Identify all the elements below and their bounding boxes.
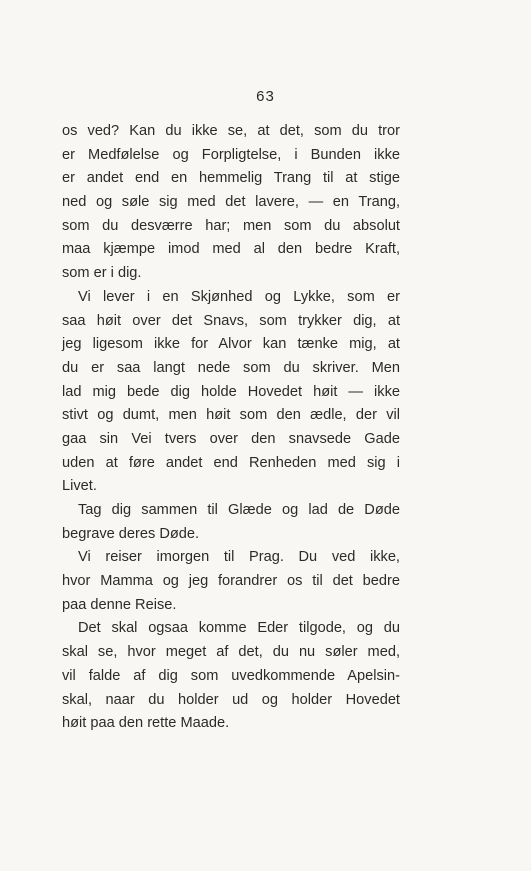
text-line: er andet end en hemmelig Trang til at stige [62, 170, 400, 187]
paragraph [62, 499, 400, 546]
text-line: ned og søle sig med det lavere, — en Trang, [62, 194, 400, 211]
text-line: jeg ligesom ikke for Alvor kan tænke mig, at [62, 336, 400, 353]
text-line: du er saa langt nede som du skriver. Men [62, 359, 400, 376]
text-line: Livet. [62, 478, 97, 495]
text-line: Vi lever i en Skjønhed og Lykke, som er [78, 288, 400, 305]
body-text [62, 120, 400, 736]
text-line: skal, naar du holder ud og holder Hovedet [62, 691, 400, 708]
text-line: er Medfølelse og Forpligtelse, i Bunden ikke [62, 146, 400, 163]
page-number: 63 [256, 88, 275, 105]
text-line: Vi reiser imorgen til Prag. Du ved ikke, [78, 549, 400, 566]
text-line: maa kjæmpe imod med al den bedre Kraft, [62, 241, 400, 258]
text-line: som er i dig. [62, 265, 142, 282]
text-line: lad mig bede dig holde Hovedet høit — ikke [62, 383, 400, 400]
paragraph [62, 546, 400, 617]
paragraph [62, 286, 400, 499]
text-line: os ved? Kan du ikke se, at det, som du tror [62, 123, 400, 139]
text-line: stivt og dumt, men høit som den ædle, der vil [62, 407, 400, 424]
text-line: skal se, hvor meget af det, du nu søler med, [62, 644, 400, 661]
paragraph [62, 617, 400, 735]
text-line: høit paa den rette Maade. [62, 715, 230, 732]
text-line: gaa sin Vei tvers over den snavsede Gade [62, 430, 400, 447]
text-line: som du desværre har; men som du absolut [62, 217, 400, 234]
text-line: saa høit over det Snavs, som trykker dig, at [62, 312, 400, 329]
text-line: begrave deres Døde. [62, 525, 200, 542]
text-line: Det skal ogsaa komme Eder tilgode, og du [78, 620, 400, 637]
text-line: Tag dig sammen til Glæde og lad de Døde [78, 502, 400, 518]
paragraph [62, 120, 400, 286]
text-line: paa denne Reise. [62, 596, 177, 613]
text-line: vil falde af dig som uvedkommende Apelsin- [62, 667, 400, 684]
text-line: hvor Mamma og jeg forandrer os til det bedre [62, 573, 400, 590]
text-line: uden at føre andet end Renheden med sig i [62, 454, 400, 471]
